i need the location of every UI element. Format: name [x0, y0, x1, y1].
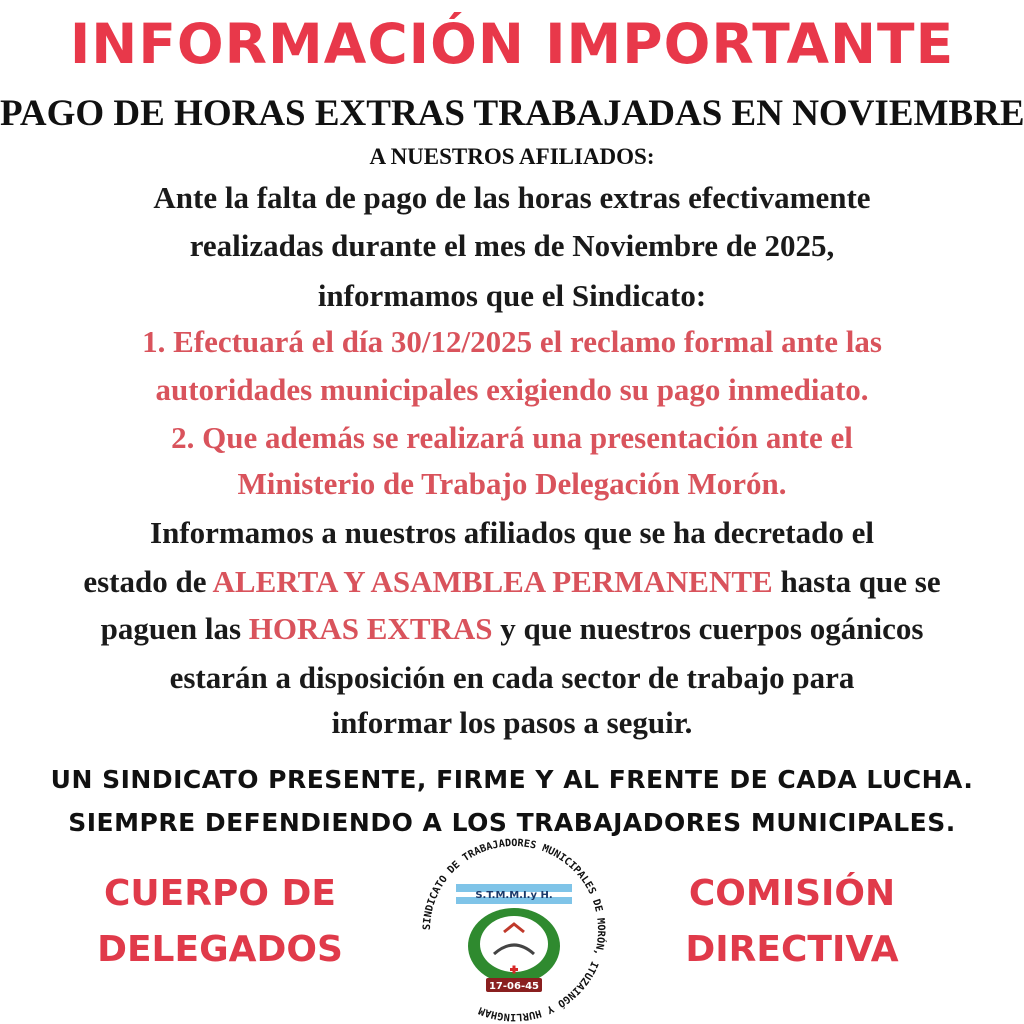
overtime-highlight: HORAS EXTRAS: [248, 611, 493, 646]
union-seal-logo: [414, 836, 614, 1024]
signature-delegates: CUERPO DE DELEGADOS: [97, 873, 343, 970]
body-line: Informamos a nuestros afiliados que se ha decretado el: [150, 515, 874, 550]
body-line: informamos que el Sindicato:: [317, 278, 707, 313]
body-line: informar los pasos a seguir.: [331, 705, 693, 740]
item-line: 2. Que además se realizará una presentación ante el: [171, 420, 853, 455]
slogan-line: UN SINDICATO PRESENTE, FIRME Y AL FRENTE DE CADA LUCHA.: [50, 765, 974, 794]
seal-ring-text: SINDICATO DE TRABAJADORES MUNICIPALES DE MORÓN, ITUZAINGÓ Y HURLINGHAM: [421, 837, 607, 1023]
seal-badge-text: S.T.M.M.I.y H.: [475, 890, 553, 901]
body-line: estarán a disposición en cada sector de trabajo para: [169, 660, 855, 695]
item-line: Ministerio de Trabajo Delegación Morón.: [237, 466, 787, 501]
item-line: 1. Efectuará el día 30/12/2025 el reclamo formal ante las: [142, 324, 882, 359]
body-line: paguen las HORAS EXTRAS y que nuestros cuerpos ogánicos: [100, 611, 924, 646]
signature-board: COMISIÓN DIRECTIVA: [685, 873, 899, 970]
page-title: INFORMACIÓN IMPORTANTE: [69, 12, 955, 76]
slogan-line: SIEMPRE DEFENDIENDO A LOS TRABAJADORES MUNICIPALES.: [68, 808, 956, 837]
body-line: estado de ALERTA Y ASAMBLEA PERMANENTE hasta que se: [83, 564, 941, 599]
item-line: autoridades municipales exigiendo su pago inmediato.: [155, 372, 869, 407]
body-line: Ante la falta de pago de las horas extras efectivamente: [153, 180, 871, 215]
intro-heading: A NUESTROS AFILIADOS:: [369, 144, 655, 169]
subtitle: PAGO DE HORAS EXTRAS TRABAJADAS EN NOVIEMBRE: [0, 93, 1024, 134]
alert-highlight: ALERTA Y ASAMBLEA PERMANENTE: [212, 564, 773, 599]
body-line: realizadas durante el mes de Noviembre de 2025,: [189, 228, 835, 263]
seal-date: 17-06-45: [488, 981, 540, 992]
cross-icon: [513, 966, 516, 974]
